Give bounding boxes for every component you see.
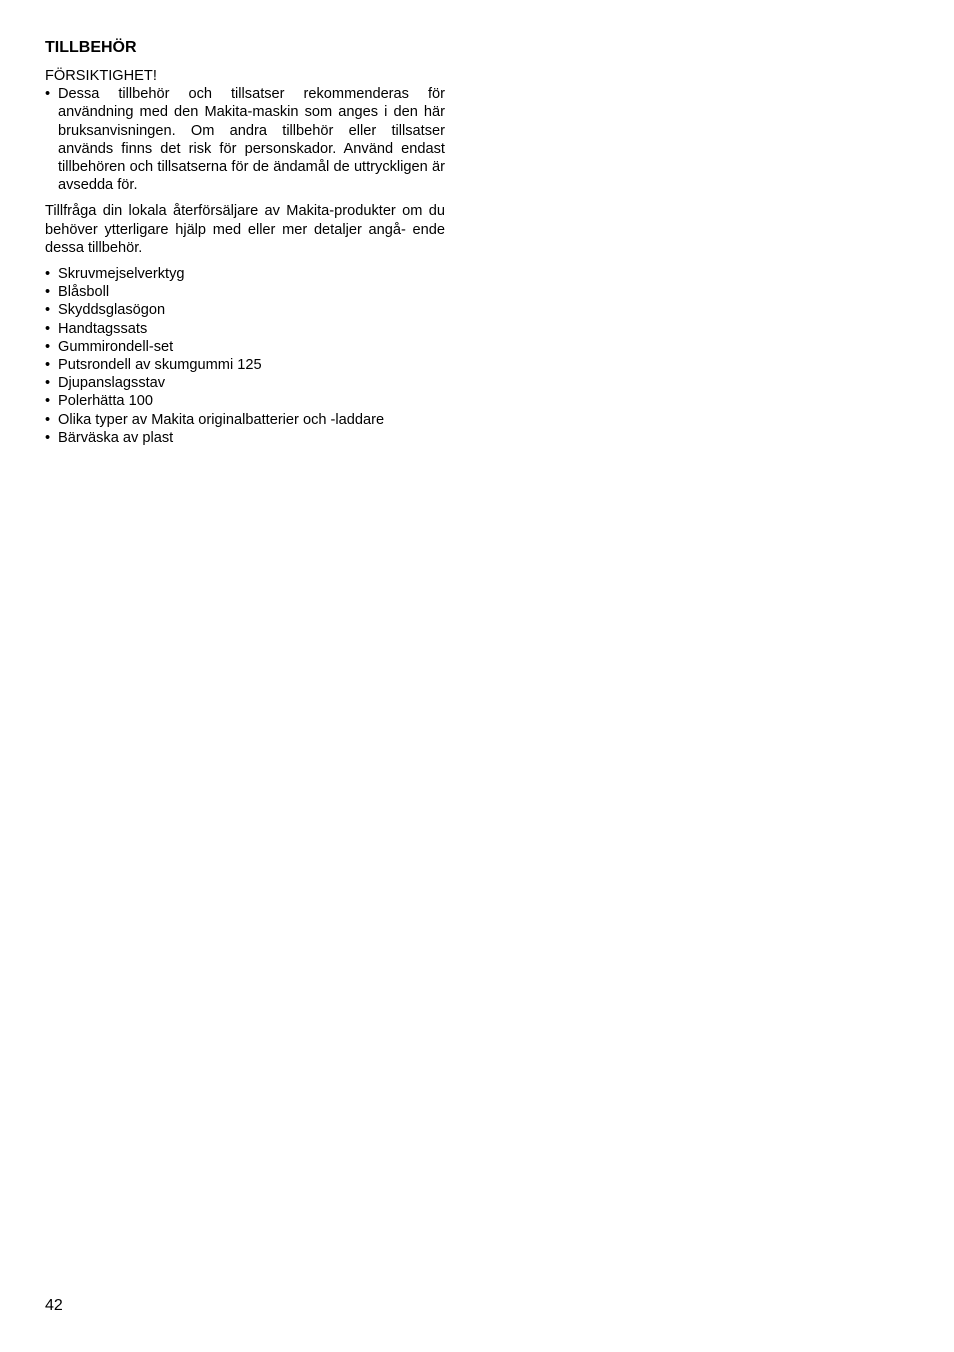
caution-text: Dessa tillbehör och tillsatser rekommenderas för användning med den Makita-maskin som anges i den här bruksanvisningen. Om andra tillbehör eller tillsatser används finns det risk för personskador. Använd endast tillbehören och tillsatserna för de ändamål de uttryckligen är avsedda för. bbox=[58, 86, 445, 194]
page-number: 42 bbox=[45, 1297, 63, 1314]
list-item-label: Olika typer av Makita originalbatterier och -laddare bbox=[58, 411, 385, 428]
caution-label: FÖRSIKTIGHET! bbox=[45, 68, 157, 84]
list-item-label: Skruvmejselverktyg bbox=[58, 266, 185, 283]
bullet-icon: • bbox=[45, 284, 51, 301]
list-item bbox=[45, 283, 445, 301]
list-item bbox=[45, 301, 445, 319]
bullet-icon: • bbox=[45, 266, 51, 283]
list-item-label: Blåsboll bbox=[58, 284, 110, 301]
list-item-label: Djupanslagsstav bbox=[58, 375, 166, 392]
bullet-icon: • bbox=[45, 86, 51, 103]
list-item bbox=[45, 356, 445, 374]
bullet-icon: • bbox=[45, 411, 51, 428]
list-item-label: Gummirondell-set bbox=[58, 338, 174, 355]
bullet-icon: • bbox=[45, 357, 51, 374]
list-item bbox=[45, 338, 445, 356]
list-item bbox=[45, 411, 445, 429]
section-title: TILLBEHÖR bbox=[45, 39, 137, 56]
list-item-label: Bärväska av plast bbox=[58, 429, 174, 446]
bullet-icon: • bbox=[45, 393, 51, 410]
list-item-label: Putsrondell av skumgummi 125 bbox=[58, 357, 262, 374]
list-item bbox=[45, 429, 445, 447]
list-item bbox=[45, 265, 445, 283]
list-item-label: Handtagssats bbox=[58, 320, 148, 337]
list-item bbox=[45, 392, 445, 410]
list-item-label: Polerhätta 100 bbox=[58, 393, 153, 410]
list-item bbox=[45, 374, 445, 392]
caution-list bbox=[45, 85, 445, 194]
caution-item bbox=[45, 85, 445, 194]
accessory-list bbox=[45, 265, 445, 447]
bullet-icon: • bbox=[45, 338, 51, 355]
list-item-label: Skyddsglasögon bbox=[58, 302, 166, 319]
dealer-paragraph: Tillfråga din lokala återförsäljare av Makita-produkter om du behöver ytterligare hjälp med eller mer detaljer angå- ende dessa tillbehör. bbox=[45, 203, 445, 256]
bullet-icon: • bbox=[45, 320, 51, 337]
bullet-icon: • bbox=[45, 375, 51, 392]
bullet-icon: • bbox=[45, 302, 51, 319]
accessories-section bbox=[45, 38, 445, 447]
list-item bbox=[45, 320, 445, 338]
bullet-icon: • bbox=[45, 429, 51, 446]
